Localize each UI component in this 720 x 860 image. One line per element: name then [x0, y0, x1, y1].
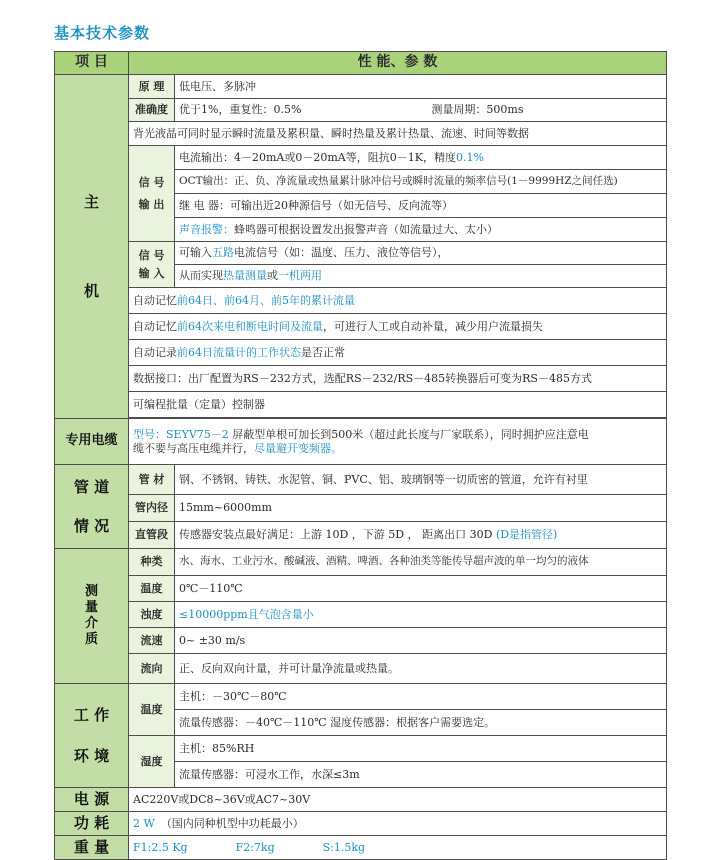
- medium-velocity-value: 0~ ±30 m/s: [175, 628, 667, 654]
- env-humidity-host: 主机：85%RH: [175, 736, 667, 762]
- signal-input-text: 电流信号（如：温度、压力、液位等信号），: [234, 246, 449, 260]
- signal-input-label-b: 输 入: [138, 266, 165, 280]
- medium-type-value: 水、海水、工业污水、酸碱液、酒精、啤酒、各种油类等能传导超声波的单一均匀的液体: [175, 549, 667, 576]
- category-pipe: [55, 465, 129, 549]
- current-output: [175, 146, 667, 170]
- signal-input-label: [129, 242, 175, 288]
- category-host-top: 主: [83, 192, 99, 211]
- table-row: [55, 736, 667, 762]
- current-output-accuracy: 0.1%: [455, 150, 484, 164]
- category-medium-char: 质: [84, 632, 98, 648]
- table-row: [55, 99, 667, 122]
- pipe-material-label: 管 材: [129, 465, 175, 495]
- table-row: [55, 549, 667, 576]
- medium-temp-value: 0℃－110℃: [175, 576, 667, 602]
- auto-memory-label: 自动记忆: [133, 319, 177, 333]
- pipe-diameter-value: 15mm~6000mm: [175, 495, 667, 522]
- category-consumption: 功 耗: [55, 812, 129, 836]
- pipe-diameter-label: 管内径: [129, 495, 175, 522]
- measure-period: 测量周期：500ms: [431, 103, 524, 117]
- display-feature: 背光液晶可同时显示瞬时流量及累积量、瞬时热量及累计热量、流速、时间等数据: [129, 122, 667, 146]
- table-row: [55, 122, 667, 146]
- table-row: [55, 146, 667, 170]
- consumption-note: （国内同种机型中功耗最小）: [160, 816, 304, 830]
- category-environment-a: 工 作: [73, 705, 110, 724]
- batch-controller: 可编程批量（定量）控制器: [129, 392, 667, 418]
- signal-input-text: 可输入: [179, 246, 212, 260]
- env-temp-label: 温度: [129, 684, 175, 736]
- category-medium: [55, 549, 129, 684]
- category-host: [55, 75, 129, 419]
- spacer: [59, 212, 124, 282]
- medium-direction-value: 正、反向双向计量，并可计量净流量或热量。: [175, 654, 667, 684]
- alarm-label: 声音报警：: [179, 222, 234, 236]
- env-humidity-sensor: 流量传感器：可浸水工作，水深≤3m: [175, 762, 667, 788]
- signal-input-channels: 五路: [212, 246, 234, 260]
- straight-pipe-note: (D是指管径): [495, 528, 558, 542]
- table-row: [55, 392, 667, 418]
- table-row: [55, 495, 667, 522]
- current-output-text: 电流输出：4－20mA或0－20mA等，阻抗0－1K，精度: [179, 150, 456, 164]
- straight-pipe-label: 直管段: [129, 522, 175, 549]
- category-medium-char: 介: [84, 616, 98, 631]
- auto-record: [129, 340, 667, 366]
- signal-input-text: 或: [267, 269, 278, 283]
- page-title: 基本技术参数: [54, 24, 151, 42]
- table-row: [55, 576, 667, 602]
- weight-f2: F2:7kg: [235, 840, 275, 854]
- auto-memory-highlight: 前64日、前64月、前5年的累计流量: [177, 293, 355, 307]
- spec-table: [54, 51, 667, 860]
- auto-record-label: 自动记录: [133, 345, 177, 359]
- cable-model: 型号：SEYV75－2: [133, 427, 229, 441]
- weight-s: S:1.5kg: [322, 840, 366, 854]
- medium-turbidity-value: ≤10000ppm且气泡含量小: [175, 602, 667, 628]
- category-pipe-b: 情 况: [73, 516, 110, 535]
- heat-measure: 热量测量: [223, 269, 267, 283]
- cable-text: 缆不要与高压电缆并行，: [133, 441, 254, 455]
- straight-pipe-text: 传感器安装点最好满足：上游 10D ，下游 5D ， 距离出口 30D: [179, 528, 496, 542]
- cable-spec: [129, 419, 667, 465]
- env-temp-sensor: 流量传感器：－40℃－110℃ 湿度传感器：根据客户需要选定。: [175, 710, 667, 736]
- principle-value: 低电压、多脉冲: [175, 75, 667, 99]
- alarm-text: 蜂鸣器可根据设置发出报警声音（如流量过大、太小）: [234, 222, 498, 236]
- weight-value: [129, 836, 667, 860]
- signal-input-line1: [175, 242, 667, 265]
- signal-output-label: [129, 146, 175, 242]
- straight-pipe-value: [175, 522, 667, 549]
- accuracy-text: 优于1%，重复性：0.5%: [179, 103, 302, 117]
- category-environment: [55, 684, 129, 788]
- signal-input-text: 从而实现: [179, 269, 223, 283]
- table-row: [55, 419, 667, 465]
- category-environment-b: 环 境: [73, 746, 110, 765]
- table-row: [55, 366, 667, 392]
- consumption-value: [129, 812, 667, 836]
- table-row: [55, 75, 667, 99]
- relay-output: 继 电 器：可输出近20种源信号（如无信号、反向流等）: [175, 194, 667, 218]
- category-medium-char: 测: [84, 583, 98, 599]
- table-row: [55, 465, 667, 495]
- signal-output-label-a: 信 号: [138, 175, 165, 189]
- auto-memory-label: 自动记忆: [133, 293, 177, 307]
- consumption-watts: 2 W: [133, 816, 155, 830]
- env-humidity-label: 湿度: [129, 736, 175, 788]
- table-row: [55, 522, 667, 549]
- header-params: 性 能、参 数: [129, 52, 667, 75]
- medium-velocity-label: 流速: [129, 628, 175, 654]
- table-row: [55, 340, 667, 366]
- category-medium-char: 量: [84, 599, 98, 615]
- table-row: [55, 314, 667, 340]
- auto-record-text: 是否正常: [301, 345, 345, 359]
- signal-output-label-b: 输 出: [138, 197, 165, 211]
- medium-temp-label: 温度: [129, 576, 175, 602]
- weight-f1: F1:2.5 Kg: [133, 840, 188, 854]
- header-item: 项 目: [55, 52, 129, 75]
- medium-type-label: 种类: [129, 549, 175, 576]
- auto-memory-2: [129, 314, 667, 340]
- signal-input-line2: [175, 265, 667, 288]
- auto-record-highlight: 前64日流量计的工作状态: [177, 345, 301, 359]
- category-power: 电 源: [55, 788, 129, 812]
- spacer: [59, 497, 124, 517]
- accuracy-value: [175, 99, 667, 122]
- power-value: AC220V或DC8~36V或AC7~30V: [129, 788, 667, 812]
- env-temp-host: 主机：－30℃－80℃: [175, 684, 667, 710]
- alarm-output: [175, 218, 667, 242]
- data-interface: 数据接口：出厂配置为RS－232方式，选配RS－232/RS－485转换器后可变为RS－485方式: [129, 366, 667, 392]
- auto-memory-text: ，可进行人工或自动补量，减少用户流量损失: [323, 319, 543, 333]
- category-pipe-a: 管 道: [73, 477, 110, 496]
- accuracy-label: 准确度: [129, 99, 175, 122]
- signal-input-label-a: 信 号: [138, 248, 165, 262]
- auto-memory-1: [129, 288, 667, 314]
- table-row: [55, 836, 667, 860]
- category-cable: 专用电缆: [55, 419, 129, 465]
- dual-use: 一机两用: [278, 269, 322, 283]
- table-row: [55, 812, 667, 836]
- cable-text: 屏蔽型单根可加长到500米（超过此长度与厂家联系），同时拥护应注意电: [228, 427, 589, 441]
- table-row: [55, 602, 667, 628]
- table-row: [55, 628, 667, 654]
- auto-memory-highlight: 前64次来电和断电时间及流量: [177, 319, 323, 333]
- medium-direction-label: 流向: [129, 654, 175, 684]
- category-host-bottom: 机: [83, 281, 99, 300]
- table-row: [55, 684, 667, 710]
- spacer: [133, 190, 170, 198]
- table-row: [55, 288, 667, 314]
- category-weight: 重 量: [55, 836, 129, 860]
- oct-output: OCT输出：正、负、净流量或热量累计脉冲信号或瞬时流量的频率信号(1－9999HZ之间任选): [175, 170, 667, 194]
- table-header: [55, 52, 667, 75]
- spacer: [59, 725, 124, 747]
- table-row: [55, 242, 667, 265]
- cable-warning: 尽量避开变频器。: [254, 441, 342, 455]
- medium-turbidity-label: 浊度: [129, 602, 175, 628]
- table-row: [55, 654, 667, 684]
- principle-label: 原 理: [129, 75, 175, 99]
- table-row: [55, 788, 667, 812]
- pipe-material-value: 钢、不锈钢、铸铁、水泥管、铜、PVC、铝、玻璃钢等一切质密的管道，允许有衬里: [175, 465, 667, 495]
